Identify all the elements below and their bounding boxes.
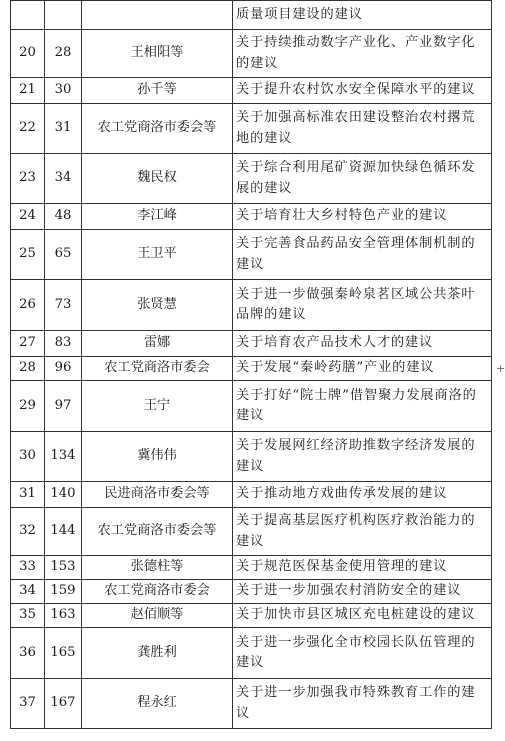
cell-seq: 29 — [11, 381, 45, 432]
cell-seq: 36 — [11, 628, 45, 679]
proposals-table-body — [11, 1, 492, 729]
cell-title: 关于发展“秦岭药膳”产业的建议 — [233, 357, 492, 381]
cell-proposal-number: 48 — [45, 204, 82, 230]
cell-proposal-number: 165 — [45, 628, 82, 679]
table-row — [11, 628, 492, 679]
cell-proposal-number: 83 — [45, 331, 82, 357]
cell-proposer: 王宁 — [82, 381, 233, 432]
table-row — [11, 482, 492, 508]
cell-title: 关于提高基层医疗机构医疗救治能力的建议 — [233, 508, 492, 556]
table-row — [11, 204, 492, 230]
cell-title: 关于培育农产品技术人才的建议 — [233, 331, 492, 357]
table-row — [11, 280, 492, 331]
cell-proposer: 龚胜利 — [82, 628, 233, 679]
cell-title: 关于完善食品药品安全管理体制机制的建议 — [233, 230, 492, 280]
cell-proposal-number: 34 — [45, 154, 82, 204]
table-row — [11, 154, 492, 204]
cell-proposal-number: 97 — [45, 381, 82, 432]
cell-proposer: 孙千等 — [82, 78, 233, 104]
cell-proposal-number: 73 — [45, 280, 82, 331]
cell-proposer: 张德柱等 — [82, 556, 233, 580]
cell-proposer: 冀伟伟 — [82, 432, 233, 482]
table-row — [11, 556, 492, 580]
cell-proposal-number: 65 — [45, 230, 82, 280]
proposals-table — [10, 0, 492, 729]
cell-proposal-number: 153 — [45, 556, 82, 580]
cell-title: 关于持续推动数字产业化、产业数字化的建议 — [233, 30, 492, 78]
cell-proposer: 民进商洛市委会等 — [82, 482, 233, 508]
cell-proposal-number: 96 — [45, 357, 82, 381]
cell-title: 关于进一步加强我市特殊教育工作的建议 — [233, 679, 492, 729]
cell-title: 关于打好“院士牌”借智聚力发展商洛的建议 — [233, 381, 492, 432]
cell-proposer — [82, 1, 233, 30]
cell-proposal-number: 144 — [45, 508, 82, 556]
cell-seq: 30 — [11, 432, 45, 482]
cell-proposal-number: 163 — [45, 604, 82, 628]
cell-proposal-number: 140 — [45, 482, 82, 508]
table-row — [11, 679, 492, 729]
cell-title: 关于进一步做强秦岭泉茗区域公共茶叶品牌的建议 — [233, 280, 492, 331]
cell-seq: 37 — [11, 679, 45, 729]
cell-seq: 26 — [11, 280, 45, 331]
cell-proposal-number: 30 — [45, 78, 82, 104]
cell-seq: 21 — [11, 78, 45, 104]
cell-seq: 22 — [11, 104, 45, 154]
cell-title: 关于进一步强化全市校园长队伍管理的建议 — [233, 628, 492, 679]
cell-proposer: 农工党商洛市委会 — [82, 580, 233, 604]
table-row — [11, 30, 492, 78]
cell-title: 关于提升农村饮水安全保障水平的建议 — [233, 78, 492, 104]
cell-seq: 35 — [11, 604, 45, 628]
table-row — [11, 381, 492, 432]
table-row — [11, 104, 492, 154]
cell-proposer: 农工党商洛市委会等 — [82, 508, 233, 556]
table-row — [11, 357, 492, 381]
cell-proposer: 王相阳等 — [82, 30, 233, 78]
cell-title: 关于规范医保基金使用管理的建议 — [233, 556, 492, 580]
cell-proposal-number — [45, 1, 82, 30]
cell-title: 关于培育壮大乡村特色产业的建议 — [233, 204, 492, 230]
cell-seq: 25 — [11, 230, 45, 280]
cell-proposal-number: 159 — [45, 580, 82, 604]
table-row — [11, 331, 492, 357]
cell-seq: 31 — [11, 482, 45, 508]
cell-seq: 24 — [11, 204, 45, 230]
cell-seq — [11, 1, 45, 30]
cell-proposal-number: 31 — [45, 104, 82, 154]
cell-seq: 28 — [11, 357, 45, 381]
cell-title: 关于加快市县区城区充电桩建设的建议 — [233, 604, 492, 628]
cell-proposer: 农工党商洛市委会等 — [82, 104, 233, 154]
cell-title: 关于综合利用尾矿资源加快绿色循环发展的建议 — [233, 154, 492, 204]
cell-seq: 23 — [11, 154, 45, 204]
cell-proposer: 王卫平 — [82, 230, 233, 280]
cell-seq: 33 — [11, 556, 45, 580]
table-row — [11, 580, 492, 604]
cell-seq: 20 — [11, 30, 45, 78]
table-row — [11, 230, 492, 280]
cell-title: 关于进一步加强农村消防安全的建议 — [233, 580, 492, 604]
cell-proposer: 李江峰 — [82, 204, 233, 230]
cell-proposer: 张贤慧 — [82, 280, 233, 331]
table-edge-plus-marker: + — [496, 362, 505, 375]
cell-title: 关于发展网红经济助推数字经济发展的建议 — [233, 432, 492, 482]
cell-seq: 34 — [11, 580, 45, 604]
table-row — [11, 78, 492, 104]
table-row — [11, 432, 492, 482]
cell-proposer: 魏民权 — [82, 154, 233, 204]
cell-seq: 27 — [11, 331, 45, 357]
cell-title: 关于推动地方戏曲传承发展的建议 — [233, 482, 492, 508]
cell-title: 关于加强高标准农田建设整治农村撂荒地的建议 — [233, 104, 492, 154]
table-row — [11, 604, 492, 628]
cell-proposal-number: 134 — [45, 432, 82, 482]
cell-proposer: 赵佰顺等 — [82, 604, 233, 628]
cell-title: 质量项目建设的建议 — [233, 1, 492, 30]
table-row — [11, 508, 492, 556]
cell-proposer: 程永红 — [82, 679, 233, 729]
cell-proposer: 雷娜 — [82, 331, 233, 357]
cell-proposal-number: 28 — [45, 30, 82, 78]
cell-seq: 32 — [11, 508, 45, 556]
cell-proposer: 农工党商洛市委会 — [82, 357, 233, 381]
cell-proposal-number: 167 — [45, 679, 82, 729]
table-row-continuation — [11, 1, 492, 30]
